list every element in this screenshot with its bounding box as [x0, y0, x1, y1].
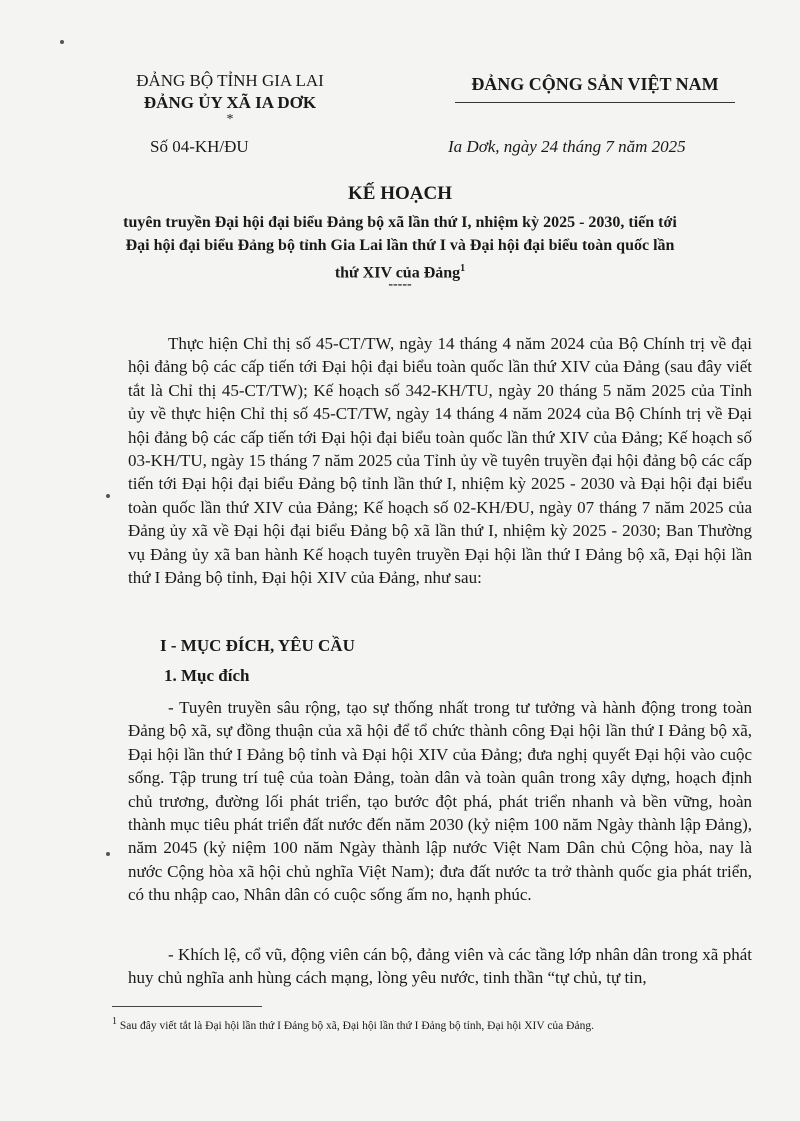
issuing-organization [80, 70, 380, 126]
intro-paragraph: Thực hiện Chỉ thị số 45-CT/TW, ngày 14 tháng 4 năm 2024 của Bộ Chính trị về đại hội đảng bộ các cấp tiến tới Đại hội đại biểu toàn quốc lần thứ XIV của Đảng (sau đây viết tắt là Chỉ thị 45-CT/TW); Kế hoạch số 342-KH/TU, ngày 20 tháng 5 năm 2025 của Tỉnh ủy về thực hiện Chỉ thị số 45-CT/TW, ngày 14 tháng 4 năm 2024 của Bộ Chính trị về Đại hội đảng bộ các cấp tiến tới Đại hội đại biểu toàn quốc lần thứ XIV của Đảng; Kế hoạch số 03-KH/TU, ngày 15 tháng 7 năm 2025 của Tỉnh ủy về tuyên truyền đại hội đảng bộ các cấp tiến tới Đại hội đại biểu Đảng bộ tỉnh lần thứ I, nhiệm kỳ 2025 - 2030 và Đại hội đại biểu toàn quốc lần thứ XIV của Đảng; Kế hoạch số 02-KH/ĐU, ngày 07 tháng 7 năm 2025 của Đảng ủy xã về Đại hội đại biểu Đảng bộ xã lần thứ I, nhiệm kỳ 2025 - 2030; Ban Thường vụ Đảng ủy xã ban hành Kế hoạch tuyên truyền Đại hội lần thứ I Đảng bộ xã, Đại hội lần thứ I Đảng bộ tỉnh, Đại hội XIV của Đảng, như sau: [128, 334, 752, 588]
title-separator: ----- [388, 277, 412, 292]
purpose-paragraph-2: - Khích lệ, cổ vũ, động viên cán bộ, đảng viên và các tầng lớp nhân dân trong xã phát huy chủ nghĩa anh hùng cách mạng, lòng yêu nước, tinh thần “tự chủ, tự tin, [128, 945, 752, 988]
purpose-paragraph-1: - Tuyên truyền sâu rộng, tạo sự thống nhất trong tư tưởng và hành động trong toàn Đảng bộ xã, sự đồng thuận của xã hội để tổ chức thành công Đại hội lần thứ I Đảng bộ xã, Đại hội lần thứ I Đảng bộ tỉnh và Đại hội XIV của Đảng; đưa nghị quyết Đại hội vào cuộc sống. Tập trung trí tuệ của toàn Đảng, toàn dân và toàn quân trong xây dựng, hoạch định chủ trương, đường lối phát triển, tạo bước đột phá, phát triển nhanh và bền vững, hoàn thành mục tiêu phát triển đất nước đến năm 2030 (kỷ niệm 100 năm Ngày thành lập Đảng), năm 2045 (kỷ niệm 100 năm Ngày thành lập nước Việt Nam Dân chủ Cộng hòa, nay là nước Cộng hòa xã hội chủ nghĩa Việt Nam); đưa đất nước ta trở thành quốc gia phát triển, có thu nhập cao, Nhân dân có cuộc sống ấm no, hạnh phúc. [128, 698, 752, 905]
party-name-underline [455, 102, 735, 103]
party-name: ĐẢNG CỘNG SẢN VIỆT NAM [471, 74, 719, 94]
footnote-text: Sau đây viết tắt là Đại hội lần thứ I Đảng bộ xã, Đại hội lần thứ I Đảng bộ tỉnh, Đại hội XIV của Đảng. [119, 1019, 594, 1032]
footnote-divider [112, 1006, 262, 1007]
subsection-heading-purpose: 1. Mục đích [164, 666, 250, 685]
section-heading-purpose-requirements: I - MỤC ĐÍCH, YÊU CẦU [160, 636, 355, 655]
footnote [112, 1016, 752, 1032]
footnote-marker: 1 [112, 1016, 117, 1027]
scan-speck [106, 494, 110, 498]
footnote-ref: 1 [460, 263, 466, 274]
date-line: Ia Dơk, ngày 24 tháng 7 năm 2025 [448, 137, 686, 156]
document-number: Số 04-KH/ĐU [150, 137, 249, 156]
scan-speck [106, 852, 110, 856]
subtitle-text: tuyên truyền Đại hội đại biểu Đảng bộ xã lần thứ I, nhiệm kỳ 2025 - 2030, tiến tới Đại hội đại biểu Đảng bộ tỉnh Gia Lai lần thứ I và Đại hội đại biểu toàn quốc lần thứ XIV của Đảng [123, 214, 677, 282]
org-line-province: ĐẢNG BỘ TỈNH GIA LAI [136, 71, 324, 90]
star-mark: * [226, 112, 234, 127]
document-title: KẾ HOẠCH [348, 183, 452, 204]
org-line-commune: ĐẢNG ỦY XÃ IA DƠK [143, 93, 317, 112]
document-subtitle [120, 211, 680, 284]
scan-speck [60, 40, 64, 44]
